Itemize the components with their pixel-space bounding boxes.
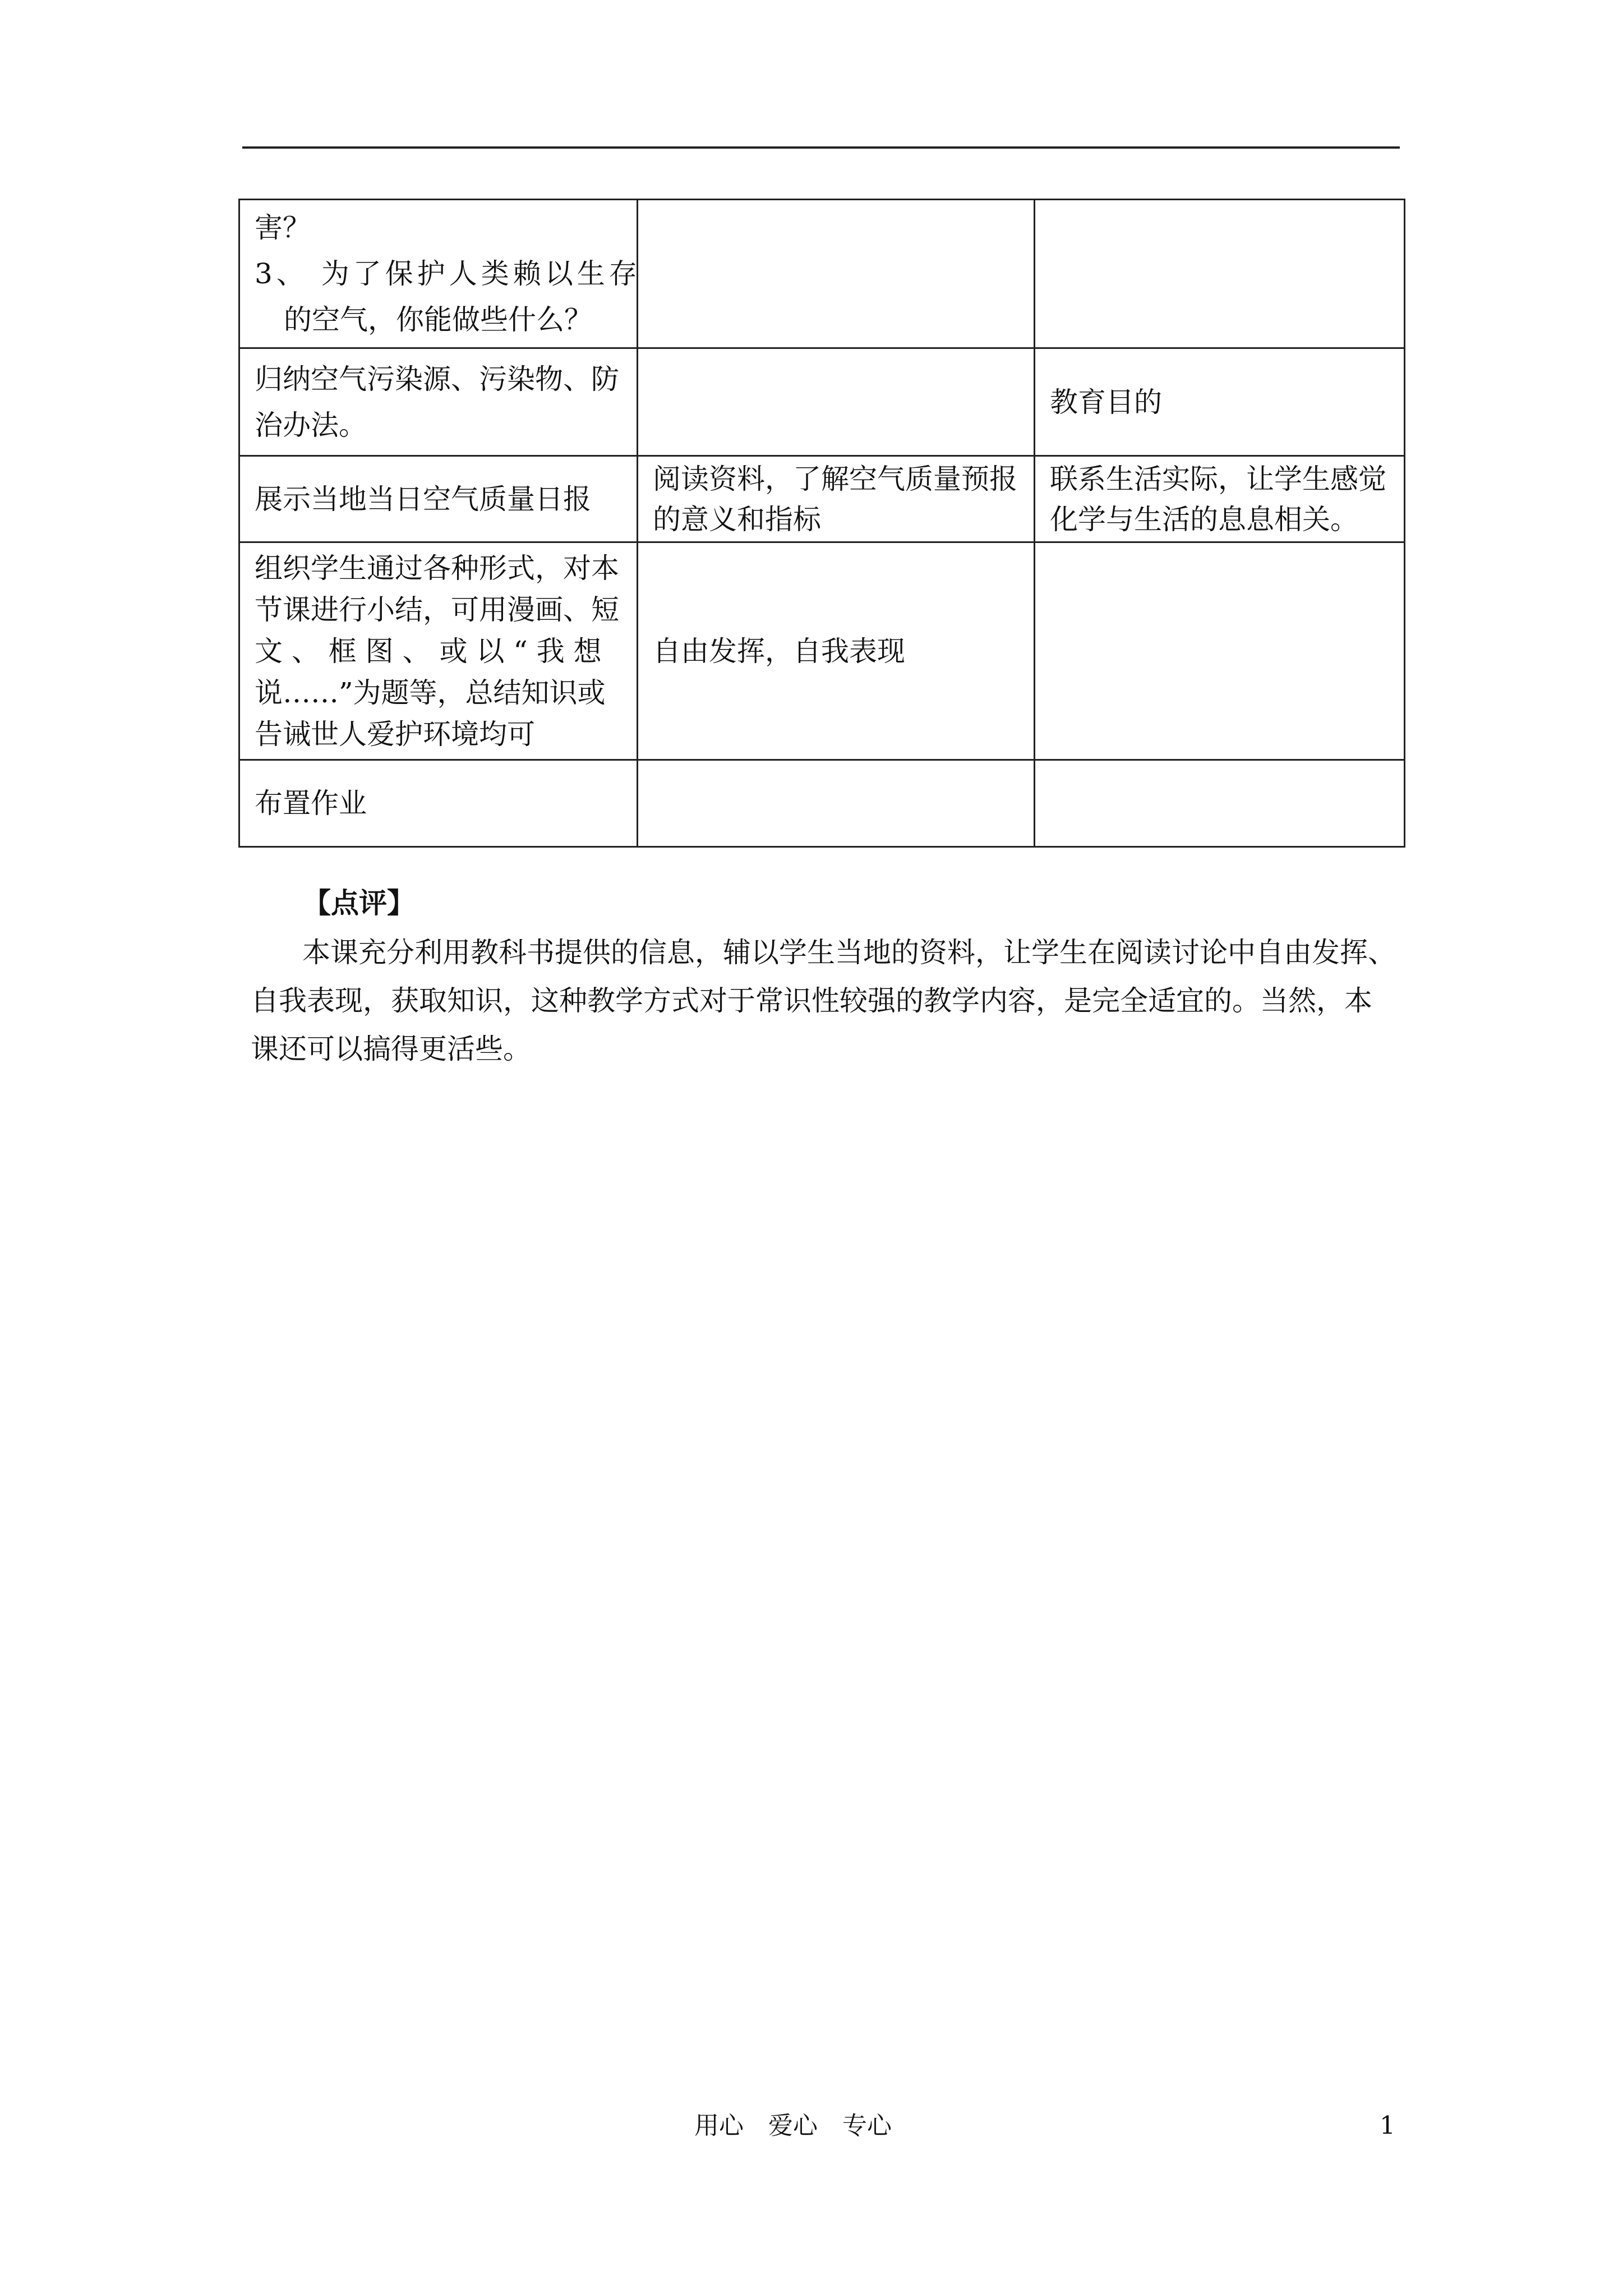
cell-text: 组织学生通过各种形式，对本 xyxy=(255,551,619,585)
table-cell-purpose xyxy=(1035,200,1405,348)
cell-text: 害？ xyxy=(255,211,311,244)
table-cell-student xyxy=(638,542,1035,760)
cell-text: 化学与生活的息息相关。 xyxy=(1050,503,1358,536)
table-row xyxy=(239,200,1405,348)
table-cell-purpose xyxy=(1035,542,1405,760)
cell-text: 节课进行小结，可用漫画、短 xyxy=(255,593,619,626)
review-paragraph xyxy=(251,928,1406,1073)
table-cell-student xyxy=(638,348,1035,456)
lesson-table xyxy=(238,199,1405,848)
cell-text: 自由发挥，自我表现 xyxy=(653,634,905,668)
table-cell-student xyxy=(638,200,1035,348)
review-line: 课还可以搞得更活些。 xyxy=(251,1033,531,1065)
table-cell-activity xyxy=(239,456,638,542)
cell-text: 布置作业 xyxy=(255,787,367,820)
table-cell-activity xyxy=(239,348,638,456)
cell-text: 文 、 框 图 、 或 以 “ 我 想 xyxy=(255,634,602,668)
cell-text: 的意义和指标 xyxy=(653,503,821,536)
cell-text: 3、 为了保护人类赖以生存 xyxy=(255,257,641,290)
table-cell-student xyxy=(638,760,1035,847)
cell-text: 说……”为题等，总结知识或 xyxy=(255,676,606,709)
table-cell-purpose xyxy=(1035,760,1405,847)
cell-text: 阅读资料，了解空气质量预报 xyxy=(653,462,1017,495)
cell-text: 联系生活实际，让学生感觉 xyxy=(1050,462,1386,495)
cell-text: 治办法。 xyxy=(255,408,367,441)
table-cell-student xyxy=(638,456,1035,542)
table-cell-purpose xyxy=(1035,348,1405,456)
review-line: 本课充分利用教科书提供的信息，辅以学生当地的资料，让学生在阅读讨论中自由发挥、 xyxy=(302,936,1396,969)
cell-text: 教育目的 xyxy=(1050,385,1162,418)
table-row xyxy=(239,760,1405,847)
review-title: 【点评】 xyxy=(303,886,415,919)
table-cell-purpose xyxy=(1035,456,1405,542)
table-cell-activity xyxy=(239,760,638,847)
cell-text: 展示当地当日空气质量日报 xyxy=(255,482,591,516)
review-line: 自我表现，获取知识，这种教学方式对于常识性较强的教学内容，是完全适宜的。当然，本 xyxy=(251,984,1372,1017)
table-row xyxy=(239,542,1405,760)
cell-text: 告诫世人爱护环境均可 xyxy=(255,717,535,751)
header-rule xyxy=(242,146,1400,149)
page-number: 1 xyxy=(1380,2111,1395,2140)
table-cell-activity xyxy=(239,542,638,760)
table-row xyxy=(239,456,1405,542)
table-row xyxy=(239,348,1405,456)
footer-motto: 用心 爱心 专心 xyxy=(694,2111,892,2140)
cell-text: 归纳空气污染源、污染物、防 xyxy=(255,362,619,395)
table-cell-activity xyxy=(239,200,641,348)
cell-text: 的空气，你能做些什么？ xyxy=(284,303,592,336)
